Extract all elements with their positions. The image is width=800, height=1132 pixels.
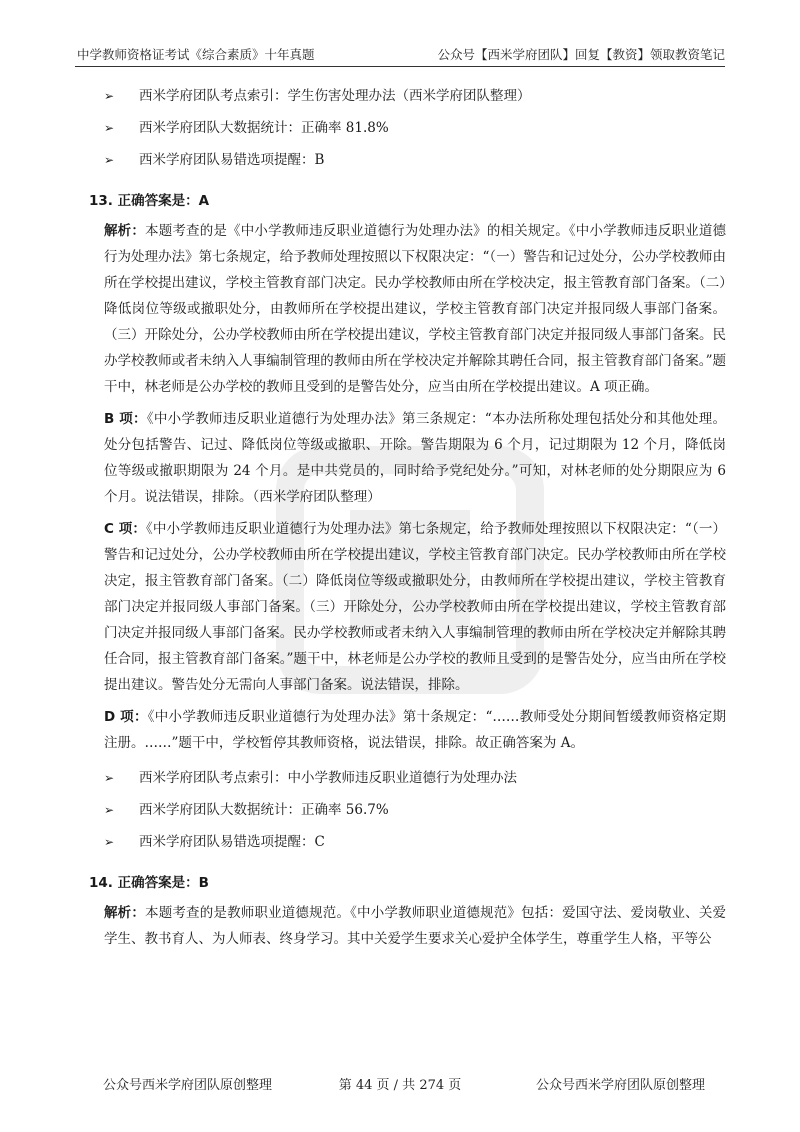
analysis-label: 解析： bbox=[104, 905, 146, 921]
analysis-text: 本题考查的是教师职业道德规范。《中小学教师职业道德规范》包括：爱国守法、爱岗敬业、关爱学生、教书育人、为人师表、终身学习。其中关爱学生要求关心爱护全体学生，尊重学生人格，平等公 bbox=[104, 905, 727, 947]
arrow-bullet-icon: ➢ bbox=[104, 121, 115, 135]
q13-bullet-item bbox=[104, 762, 726, 794]
header-right-note: 公众号【西米学府团队】回复【教资】领取教资笔记 bbox=[437, 47, 725, 62]
bullet-text: 西米学府团队大数据统计：正确率 56.7% bbox=[139, 802, 389, 818]
q13-bullet-item bbox=[104, 794, 726, 826]
option-d-text: 《中小学教师违反职业道德行为处理办法》第十条规定：“……教师受处分期间暂缓教师资格定期注册。……”题干中，学校暂停其教师资格，说法错误，排除。故正确答案为 A。 bbox=[104, 709, 727, 751]
arrow-bullet-icon: ➢ bbox=[104, 89, 115, 103]
question-13-title: 13. 正确答案是：A bbox=[89, 193, 210, 209]
option-b-label: B 项： bbox=[104, 411, 147, 427]
page-number: 第 44 页 / 共 274 页 bbox=[338, 1078, 462, 1093]
q13-option-d bbox=[104, 704, 726, 756]
footer-right: 公众号西米学府团队原创整理 bbox=[535, 1078, 705, 1093]
option-c-text: 《中小学教师违反职业道德行为处理办法》第七条规定，给予教师处理按照以下权限决定：“（一）警告和记过处分，公办学校教师由所在学校提出建议，学校主管教育部门决定。民办学校教师由所在学校决定，报主管教育部门备案。（二）降低岗位等级或撤职处分，由教师所在学校提出建议，学校主管教育部门决定并报同级人事部门备案。（三）开除处分，公办学校教师由所在学校提出建议，学校主管教育部门决定并报同级人事部门备案。民办学校教师或者未纳入人事编制管理的教师由所在学校决定并解除其聘任合同，报主管教育部门备案。”题干中，林老师是公办学校的教师且受到的是警告处分，应当由所在学校提出建议。警告处分无需向人事部门备案。说法错误，排除。 bbox=[104, 521, 726, 693]
q13-option-c bbox=[104, 516, 726, 698]
q14-analysis bbox=[104, 900, 726, 952]
option-c-label: C 项： bbox=[104, 521, 147, 537]
arrow-bullet-icon: ➢ bbox=[104, 803, 115, 817]
footer-left: 公众号西米学府团队原创整理 bbox=[103, 1078, 273, 1093]
bullet-text: 西米学府团队易错选项提醒：B bbox=[139, 152, 325, 168]
q13-bullet-item bbox=[104, 826, 726, 858]
top-bullet-item bbox=[104, 144, 726, 176]
q13-analysis bbox=[104, 218, 726, 400]
page-header bbox=[75, 40, 725, 67]
analysis-label: 解析： bbox=[104, 223, 146, 239]
option-d-label: D 项： bbox=[104, 709, 148, 725]
bullet-text: 西米学府团队大数据统计：正确率 81.8% bbox=[139, 120, 389, 136]
header-left-title: 中学教师资格证考试《综合素质》十年真题 bbox=[77, 47, 315, 62]
bullet-text: 西米学府团队考点索引：中小学教师违反职业道德行为处理办法 bbox=[139, 770, 517, 786]
arrow-bullet-icon: ➢ bbox=[104, 771, 115, 785]
bullet-text: 西米学府团队考点索引：学生伤害处理办法（西米学府团队整理） bbox=[139, 88, 531, 104]
page-content bbox=[89, 80, 727, 958]
top-bullet-item bbox=[104, 80, 726, 112]
arrow-bullet-icon: ➢ bbox=[104, 835, 115, 849]
top-bullet-item bbox=[104, 112, 726, 144]
arrow-bullet-icon: ➢ bbox=[104, 153, 115, 167]
bullet-text: 西米学府团队易错选项提醒：C bbox=[139, 834, 325, 850]
analysis-text: 本题考查的是《中小学教师违反职业道德行为处理办法》的相关规定。《中小学教师违反职业道德行为处理办法》第七条规定，给予教师处理按照以下权限决定：“（一）警告和记过处分，公办学校教师由所在学校提出建议，学校主管教育部门决定。民办学校教师由所在学校决定，报主管教育部门备案。（二）降低岗位等级或撤职处分，由教师所在学校提出建议，学校主管教育部门决定并报同级人事部门备案。（三）开除处分，公办学校教师由所在学校提出建议，学校主管教育部门决定并报同级人事部门备案。民办学校教师或者未纳入人事编制管理的教师由所在学校决定并解除其聘任合同，报主管教育部门备案。”题干中，林老师是公办学校的教师且受到的是警告处分，应当由所在学校提出建议。A 项正确。 bbox=[104, 223, 727, 395]
question-14-title: 14. 正确答案是：B bbox=[89, 875, 209, 891]
option-b-text: 《中小学教师违反职业道德行为处理办法》第三条规定：“本办法所称处理包括处分和其他处理。处分包括警告、记过、降低岗位等级或撤职、开除。警告期限为 6 个月，记过期限为 12 个月，降低岗位等级或撤职期限为 24 个月。是中共党员的，同时给予党纪处分。”可知，对林老师的处分期限应为 6 个月。说法错误，排除。（西米学府团队整理） bbox=[104, 411, 726, 505]
q13-option-b bbox=[104, 406, 726, 510]
